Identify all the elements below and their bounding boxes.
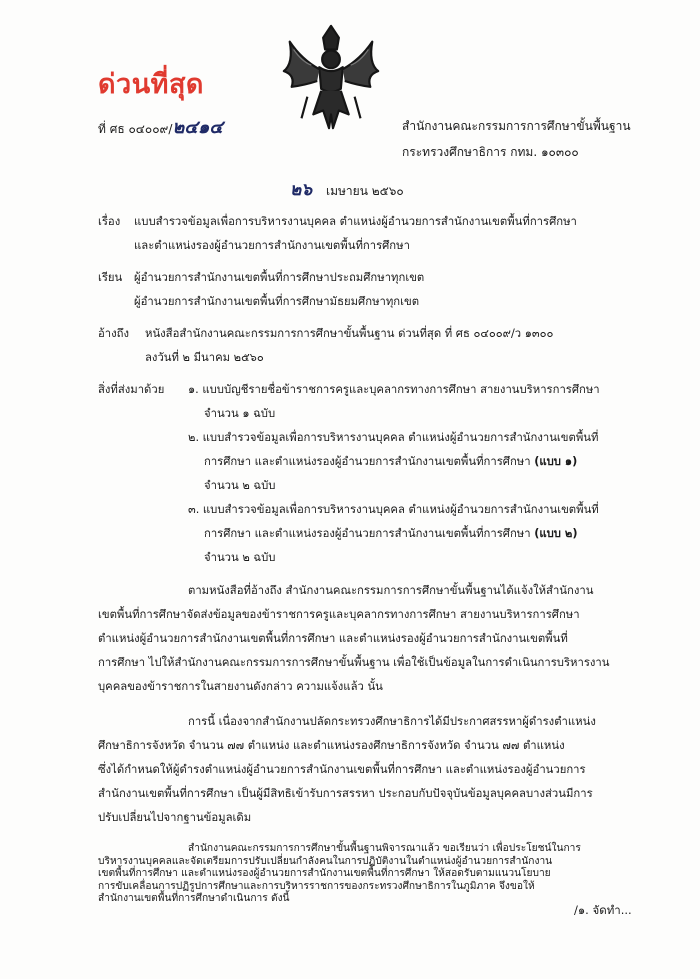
document-number <box>98 112 223 141</box>
urgency-stamp: ด่วนที่สุด <box>98 69 204 100</box>
body-paragraph-3-line: เขตพื้นที่การศึกษา และตำแหน่งรองผู้อำนวยการสำนักงานเขตพื้นที่การศึกษา ให้สอดรับตามแนวนโยบาย <box>98 868 551 879</box>
enclosure-2-form-tag: (แบบ ๑) <box>534 455 578 468</box>
date-month-year: เมษายน ๒๕๖๐ <box>326 184 404 198</box>
enclosure-2-line-2 <box>204 452 577 470</box>
body-paragraph-1-line: เขตพื้นที่การศึกษาจัดส่งข้อมูลของข้าราชการครูและบุคลากรทางการศึกษา สายงานบริหารการศึกษา <box>98 608 580 621</box>
enclosure-2-text: การศึกษา และตำแหน่งรองผู้อำนวยการสำนักงานเขตพื้นที่การศึกษา <box>204 455 535 468</box>
document-number-handwritten: ๒๔๑๔ <box>172 117 223 138</box>
enclosure-3-line-1: ๓. แบบสำรวจข้อมูลเพื่อการบริหารงานบุคคล ตำแหน่งผู้อำนวยการสำนักงานเขตพื้นที่ <box>188 503 599 516</box>
body-paragraph-3-line: บริหารงานบุคคลและจัดเตรียมการปรับเปลี่ยนกำลังคนในการปฏิบัติงานในตำแหน่งผู้อำนวยการสำนักงาน <box>98 855 553 867</box>
document-number-prefix: ที่ ศธ ๐๔๐๐๙/ <box>98 122 173 136</box>
body-paragraph-2-line: ซึ่งได้กำหนดให้ผู้ดำรงตำแหน่งผู้อำนวยการสำนักงานเขตพื้นที่การศึกษา และตำแหน่งรองผู้อำนวยการ <box>98 763 586 776</box>
body-paragraph-2-line: ศึกษาธิการจังหวัด จำนวน ๗๗ ตำแหน่ง และตำแหน่งรองศึกษาธิการจังหวัด จำนวน ๗๗ ตำแหน่ง <box>98 739 565 752</box>
body-paragraph-2-line: ปรับเปลี่ยนไปจากฐานข้อมูลเดิม <box>98 811 252 824</box>
enclosure-2-line-1: ๒. แบบสำรวจข้อมูลเพื่อการบริหารงานบุคคล ตำแหน่งผู้อำนวยการสำนักงานเขตพื้นที่ <box>188 431 599 444</box>
reference-line-1: หนังสือสำนักงานคณะกรรมการการศึกษาขั้นพื้นฐาน ด่วนที่สุด ที่ ศธ ๐๔๐๐๙/ว ๑๓๐๐ <box>145 327 554 340</box>
date-day-handwritten: ๒๖ <box>290 180 312 200</box>
body-paragraph-3-line: สำนักงานคณะกรรมการการศึกษาขั้นพื้นฐานพิจารณาแล้ว ขอเรียนว่า เพื่อประโยชน์ในการ <box>188 843 581 854</box>
enclosure-1-line-1: ๑. แบบบัญชีรายชื่อข้าราชการครูและบุคลากรทางการศึกษา สายงานบริหารการศึกษา <box>188 383 600 396</box>
issuing-ministry: กระทรวงศึกษาธิการ กทม. ๑๐๓๐๐ <box>402 145 579 159</box>
enclosure-3-line-3: จำนวน ๒ ฉบับ <box>204 551 276 564</box>
continuation-marker: /๑. จัดทำ... <box>574 903 632 917</box>
body-paragraph-3-line: สำนักงานเขตพื้นที่การศึกษาดำเนินการ ดังนี้ <box>98 893 290 904</box>
body-paragraph-2-line: การนี้ เนื่องจากสำนักงานปลัดกระทรวงศึกษาธิการได้มีประกาศสรรหาผู้ดำรงตำแหน่ง <box>188 715 596 728</box>
body-paragraph-1-line: บุคคลของข้าราชการในสายงานดังกล่าว ความแจ้งแล้ว นั้น <box>98 680 383 693</box>
body-paragraph-2-line: สำนักงานเขตพื้นที่การศึกษา เป็นผู้มีสิทธิเข้ารับการสรรหา ประกอบกับปัจจุบันข้อมูลบุคคลบางส่วนมีการ <box>98 787 593 800</box>
enclosure-3-line-2 <box>204 524 578 542</box>
body-paragraph-1-line: ตามหนังสือที่อ้างถึง สำนักงานคณะกรรมการการศึกษาขั้นพื้นฐานได้แจ้งให้สำนักงาน <box>188 584 594 597</box>
document-date <box>290 176 404 203</box>
enclosure-2-line-3: จำนวน ๒ ฉบับ <box>204 479 276 492</box>
subject-line-2: และตำแหน่งรองผู้อำนวยการสำนักงานเขตพื้นที่การศึกษา <box>134 239 410 252</box>
body-paragraph-1-line: ตำแหน่งผู้อำนวยการสำนักงานเขตพื้นที่การศึกษา และตำแหน่งรองผู้อำนวยการสำนักงานเขตพื้นที่ <box>98 632 568 645</box>
body-paragraph-1-line: การศึกษา ไปให้สำนักงานคณะกรรมการการศึกษาขั้นพื้นฐาน เพื่อใช้เป็นข้อมูลในการดำเนินการบริหารงาน <box>98 656 610 669</box>
recipient-line-1: ผู้อำนวยการสำนักงานเขตพื้นที่การศึกษาประถมศึกษาทุกเขต <box>134 271 425 284</box>
subject-line-1: แบบสำรวจข้อมูลเพื่อการบริหารงานบุคคล ตำแหน่งผู้อำนวยการสำนักงานเขตพื้นที่การศึกษา <box>134 215 577 228</box>
subject-label: เรื่อง <box>98 215 121 228</box>
reference-label: อ้างถึง <box>98 327 130 340</box>
recipient-line-2: ผู้อำนวยการสำนักงานเขตพื้นที่การศึกษามัธยมศึกษาทุกเขต <box>134 295 420 308</box>
enclosure-3-text: การศึกษา และตำแหน่งรองผู้อำนวยการสำนักงานเขตพื้นที่การศึกษา <box>204 527 535 540</box>
garuda-emblem-icon <box>272 20 390 138</box>
enclosure-3-form-tag: (แบบ ๒) <box>534 527 578 540</box>
enclosure-1-line-2: จำนวน ๑ ฉบับ <box>204 407 276 420</box>
enclosures-label: สิ่งที่ส่งมาด้วย <box>98 383 165 396</box>
issuing-office: สำนักงานคณะกรรมการการศึกษาขั้นพื้นฐาน <box>402 119 631 133</box>
body-paragraph-3-line: การขับเคลื่อนการปฏิรูปการศึกษาและการบริหารราชการของกระทรวงศึกษาธิการในภูมิภาค จึงขอให้ <box>98 880 535 892</box>
reference-line-2: ลงวันที่ ๒ มีนาคม ๒๕๖๐ <box>145 351 264 364</box>
recipient-label: เรียน <box>98 271 123 284</box>
